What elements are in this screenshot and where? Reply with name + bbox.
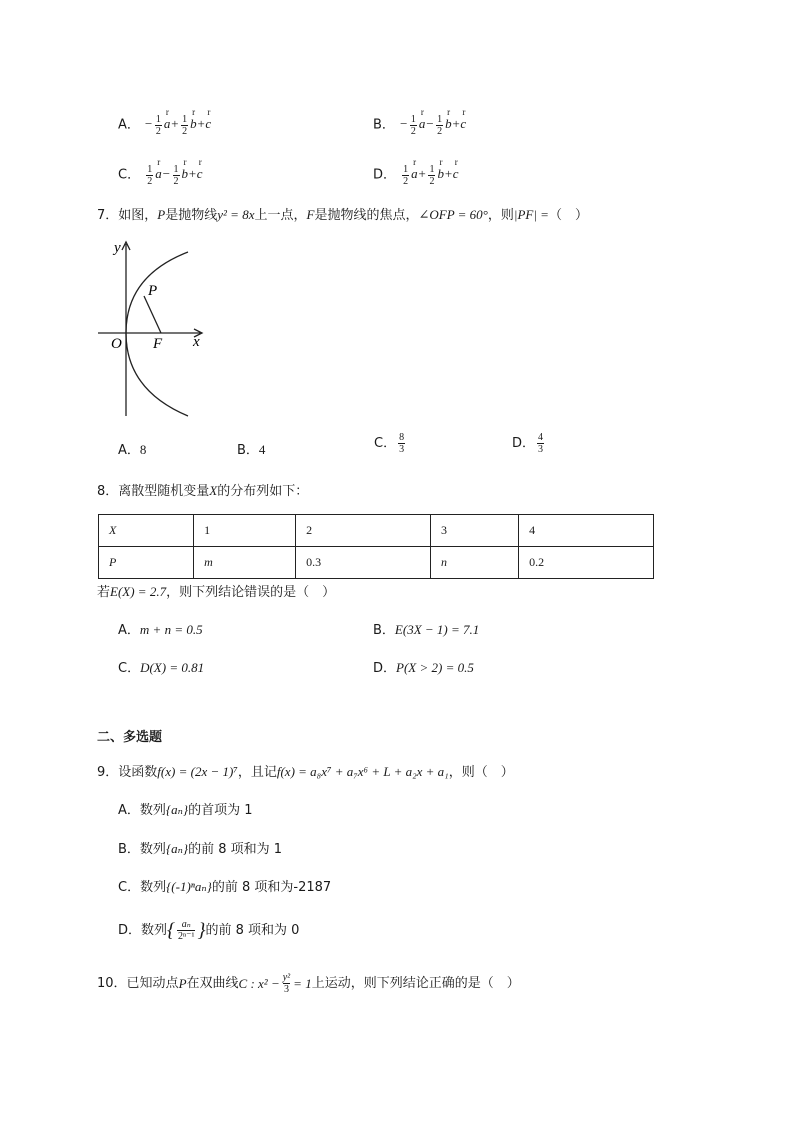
option-text: 的前 8 项和为 1 <box>188 842 283 857</box>
right-brace: } <box>197 919 206 942</box>
table-cell: 3 <box>430 515 518 547</box>
q8-condition <box>97 585 335 599</box>
y-label: y <box>114 240 121 256</box>
parabola-curve <box>126 252 188 416</box>
stem-text: 是抛物线的焦点， <box>314 208 419 223</box>
q7-option-d[interactable] <box>512 432 546 455</box>
option-expr: m + n = 0.5 <box>139 622 203 637</box>
fraction-numerator: y² <box>282 972 291 983</box>
expansion-expr: f(x) = a₈x⁷ + a₇x⁶ + L + a₂x + a₁ <box>276 764 449 779</box>
p-label: P <box>148 283 158 299</box>
option-expr: D(X) = 0.81 <box>140 660 205 675</box>
stem-text: ，则下列结论错误的是（ ） <box>166 585 336 600</box>
stem-text: 设函数 <box>118 765 158 780</box>
q9-option-c[interactable] <box>118 880 331 894</box>
question-number: 8． <box>97 484 119 499</box>
x-label: x <box>193 334 200 350</box>
option-text: 数列 <box>141 923 168 938</box>
option-label: C． <box>118 167 141 183</box>
angle-condition: ∠OFP = 60° <box>418 207 488 222</box>
point-f: F <box>306 207 315 222</box>
option-expr: $\frac{1}{2}$ a r − $\frac{1}{2}$ b r +c r <box>147 157 203 187</box>
stem-text: 若 <box>97 585 111 600</box>
option-label: B． <box>373 623 395 638</box>
fraction-denominator: 3 <box>283 984 289 995</box>
table-cell: 0.3 <box>296 547 431 579</box>
stem-text: 如图， <box>118 208 158 223</box>
stem-text: 的分布列如下： <box>217 484 309 499</box>
distribution-table <box>98 514 654 579</box>
option-value: 4 <box>258 442 266 457</box>
variable-x: X <box>209 483 218 498</box>
table-cell: 0.2 <box>519 547 654 579</box>
option-expr: {aₙ} <box>165 802 189 817</box>
stem-text: 在双曲线 <box>186 976 239 991</box>
option-text: 的前 8 项和为 0 <box>205 923 300 938</box>
q9-stem <box>97 765 514 779</box>
question-number: 7． <box>97 208 119 223</box>
left-brace: { <box>167 919 176 942</box>
option-label: C． <box>118 880 141 895</box>
segment-pf <box>144 296 161 333</box>
option-expr: {aₙ} <box>165 841 189 856</box>
table-cell: P <box>99 547 194 579</box>
table-cell: n <box>430 547 518 579</box>
option-label: B． <box>237 443 259 458</box>
option-label: D． <box>512 436 536 451</box>
option-label: C． <box>118 661 141 676</box>
table-cell: m <box>194 547 296 579</box>
point-p: P <box>178 976 187 991</box>
option-label: C． <box>374 436 397 451</box>
question-number: 9． <box>97 765 119 780</box>
table-cell: X <box>99 515 194 547</box>
option-text: 数列 <box>139 842 166 857</box>
table-row <box>99 547 654 579</box>
q8-option-c[interactable] <box>118 661 204 675</box>
fraction-numerator: 4 <box>538 432 544 443</box>
option-text: 数列 <box>140 880 167 895</box>
section-title: 二、多选题 <box>97 730 163 745</box>
option-text: 的前 8 项和为-2187 <box>211 880 332 895</box>
option-value: 8 <box>139 442 147 457</box>
option-label: D． <box>373 661 397 676</box>
stem-text: 已知动点 <box>126 976 179 991</box>
q9-option-a[interactable] <box>118 803 253 817</box>
parabola-figure <box>92 236 212 422</box>
hyperbola-lhs: C : x² − <box>238 976 280 991</box>
fraction-denominator: 2ⁿ⁻¹ <box>178 931 195 942</box>
fraction-numerator: aₙ <box>181 919 191 930</box>
stem-text: 是抛物线 <box>165 208 218 223</box>
fraction-numerator: 8 <box>399 432 405 443</box>
stem-text: ，则 <box>487 208 514 223</box>
fraction-denominator: 3 <box>538 444 544 455</box>
q8-option-a[interactable] <box>118 623 203 637</box>
stem-text: 上一点， <box>254 208 307 223</box>
q9-option-d[interactable] <box>118 919 299 942</box>
option-expr: $\frac{1}{2}$ a r + $\frac{1}{2}$ b r +c r <box>403 157 459 187</box>
option-label: A． <box>118 117 140 133</box>
table-cell: 4 <box>519 515 654 547</box>
q6-option-d[interactable] <box>373 157 459 187</box>
origin-label: O <box>111 336 122 352</box>
option-text: 数列 <box>139 803 166 818</box>
option-expr: P(X > 2) = 0.5 <box>396 660 474 675</box>
question-number: 10． <box>97 976 127 991</box>
hyperbola-rhs: = 1 <box>293 976 312 991</box>
q6-option-b[interactable] <box>373 107 467 137</box>
option-label: D． <box>118 923 142 938</box>
option-expr: {(-1)ⁿaₙ} <box>166 879 212 894</box>
q9-option-b[interactable] <box>118 842 282 856</box>
table-cell: 2 <box>296 515 431 547</box>
parabola-equation: y² = 8x <box>217 207 255 222</box>
q7-option-b[interactable] <box>237 443 265 457</box>
point-p: P <box>157 207 166 222</box>
q7-stem <box>97 208 588 222</box>
expectation-condition: E(X) = 2.7 <box>110 584 167 599</box>
f-label: F <box>153 336 163 352</box>
option-label: D． <box>373 167 397 183</box>
option-expr: E(3X − 1) = 7.1 <box>394 622 480 637</box>
stem-text: ，且记 <box>237 765 277 780</box>
option-label: A． <box>118 803 140 818</box>
q8-option-b[interactable] <box>373 623 479 637</box>
table-cell: 1 <box>194 515 296 547</box>
q8-stem <box>97 484 308 498</box>
table-row <box>99 515 654 547</box>
q7-option-c[interactable] <box>374 432 407 455</box>
answer-blank: （ ） <box>548 208 588 223</box>
option-expr: − $\frac{1}{2}$ a r − $\frac{1}{2}$ b r +c r <box>399 107 467 137</box>
option-label: B． <box>373 117 395 133</box>
function-expr: f(x) = (2x − 1)⁷ <box>157 764 238 779</box>
q8-option-d[interactable] <box>373 661 474 675</box>
option-expr: − $\frac{1}{2}$ a r + $\frac{1}{2}$ b r +c r <box>144 107 212 137</box>
distance-expr: |PF| = <box>513 207 549 222</box>
option-text: 的首项为 1 <box>188 803 253 818</box>
option-label: A． <box>118 623 140 638</box>
q10-stem <box>97 972 520 995</box>
q6-option-c[interactable] <box>118 157 203 187</box>
fraction-denominator: 3 <box>399 444 405 455</box>
q7-option-a[interactable] <box>118 443 146 457</box>
stem-text: ，则（ ） <box>448 765 514 780</box>
stem-text: 上运动，则下列结论正确的是（ ） <box>311 976 520 991</box>
option-label: A． <box>118 443 140 458</box>
stem-text: 离散型随机变量 <box>118 484 210 499</box>
q6-option-a[interactable] <box>118 107 212 137</box>
option-label: B． <box>118 842 140 857</box>
